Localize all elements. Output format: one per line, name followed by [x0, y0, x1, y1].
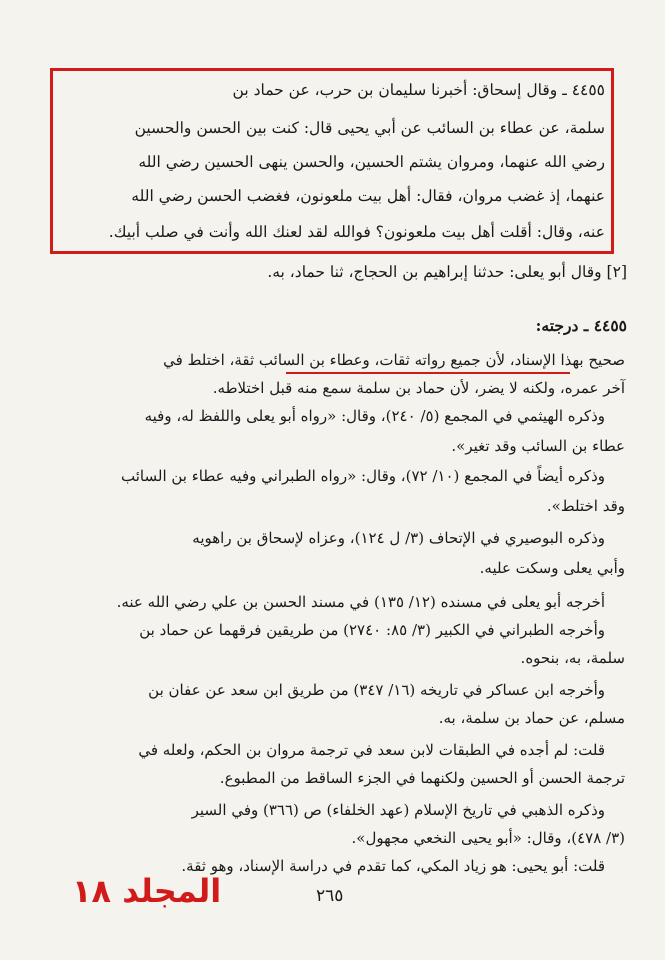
body-line: آخر عمره، ولكنه لا يضر، لأن حماد بن سلمة سمع منه قبل اختلاطه. — [212, 379, 625, 397]
body-line: مسلم، عن حماد بن سلمة، به. — [438, 709, 625, 727]
body-line: أخرجه أبو يعلى في مسنده (١٢/ ١٣٥) في مسند الحسن بن علي رضي الله عنه. — [116, 593, 605, 611]
body-line: وقد اختلط». — [546, 497, 625, 515]
hadith-line: عنه، وقال: أقلت أهل بيت ملعونون؟ فوالله لقد لعنك الله وأنت في صلب أبيك. — [108, 223, 605, 241]
body-line: ترجمة الحسن أو الحسين ولكنهما في الجزء الساقط من المطبوع. — [219, 769, 625, 787]
body-line: (٣/ ٤٧٨)، وقال: «أبو يحيى النخعي مجهول». — [351, 829, 625, 847]
body-line: وأخرجه الطبراني في الكبير (٣/ ٨٥: ٢٧٤٠) من طريقين فرقهما عن حماد بن — [139, 621, 605, 639]
body-line: قلت: أبو يحيى: هو زياد المكي، كما تقدم في دراسة الإسناد، وهو ثقة. — [181, 857, 605, 875]
red-underline — [286, 372, 570, 374]
hadith-line: ٤٤٥٥ ـ وقال إسحاق: أخبرنا سليمان بن حرب، عن حماد بن — [232, 81, 605, 99]
body-line: وأبي يعلى وسكت عليه. — [479, 559, 625, 577]
hadith-line: رضي الله عنهما، ومروان يشتم الحسين، والحسن ينهى الحسين رضي الله — [138, 153, 605, 171]
hadith-line: سلمة، عن عطاء بن السائب عن أبي يحيى قال: كنت بين الحسن والحسين — [134, 119, 605, 137]
body-line: وذكره الهيثمي في المجمع (٥/ ٢٤٠)، وقال: «رواه أبو يعلى واللفظ له، وفيه — [144, 407, 605, 425]
body-line: وذكره الذهبي في تاريخ الإسلام (عهد الخلفاء) ص (٣٦٦) وفي السير — [191, 801, 605, 819]
hadith-line: عنهما، إذ غضب مروان، فقال: أهل بيت ملعونون، فغضب الحسن رضي الله — [131, 187, 605, 205]
body-line: سلمة، به، بنحوه. — [520, 649, 625, 667]
second-narration: [٢] وقال أبو يعلى: حدثنا إبراهيم بن الحجاج، ثنا حماد، به. — [267, 263, 627, 281]
volume-label: المجلد ١٨ — [72, 872, 222, 910]
body-line: وذكره البوصيري في الإتحاف (٣/ ل ١٢٤)، وعزاه لإسحاق بن راهويه — [192, 529, 605, 547]
body-line: وذكره أيضاً في المجمع (١٠/ ٧٢)، وقال: «رواه الطبراني وفيه عطاء بن السائب — [121, 467, 605, 485]
grade-heading: ٤٤٥٥ ـ درجته: — [535, 316, 627, 335]
body-line: وأخرجه ابن عساكر في تاريخه (١٦/ ٣٤٧) من طريق ابن سعد عن عفان بن — [148, 681, 605, 699]
body-line: عطاء بن السائب وقد تغير». — [451, 437, 625, 455]
body-line: قلت: لم أجده في الطبقات لابن سعد في ترجمة مروان بن الحكم، ولعله في — [138, 741, 605, 759]
body-line: صحيح بهذا الإسناد، لأن جميع رواته ثقات، وعطاء بن السائب ثقة، اختلط في — [163, 351, 625, 369]
page-number: ٢٦٥ — [316, 886, 344, 906]
